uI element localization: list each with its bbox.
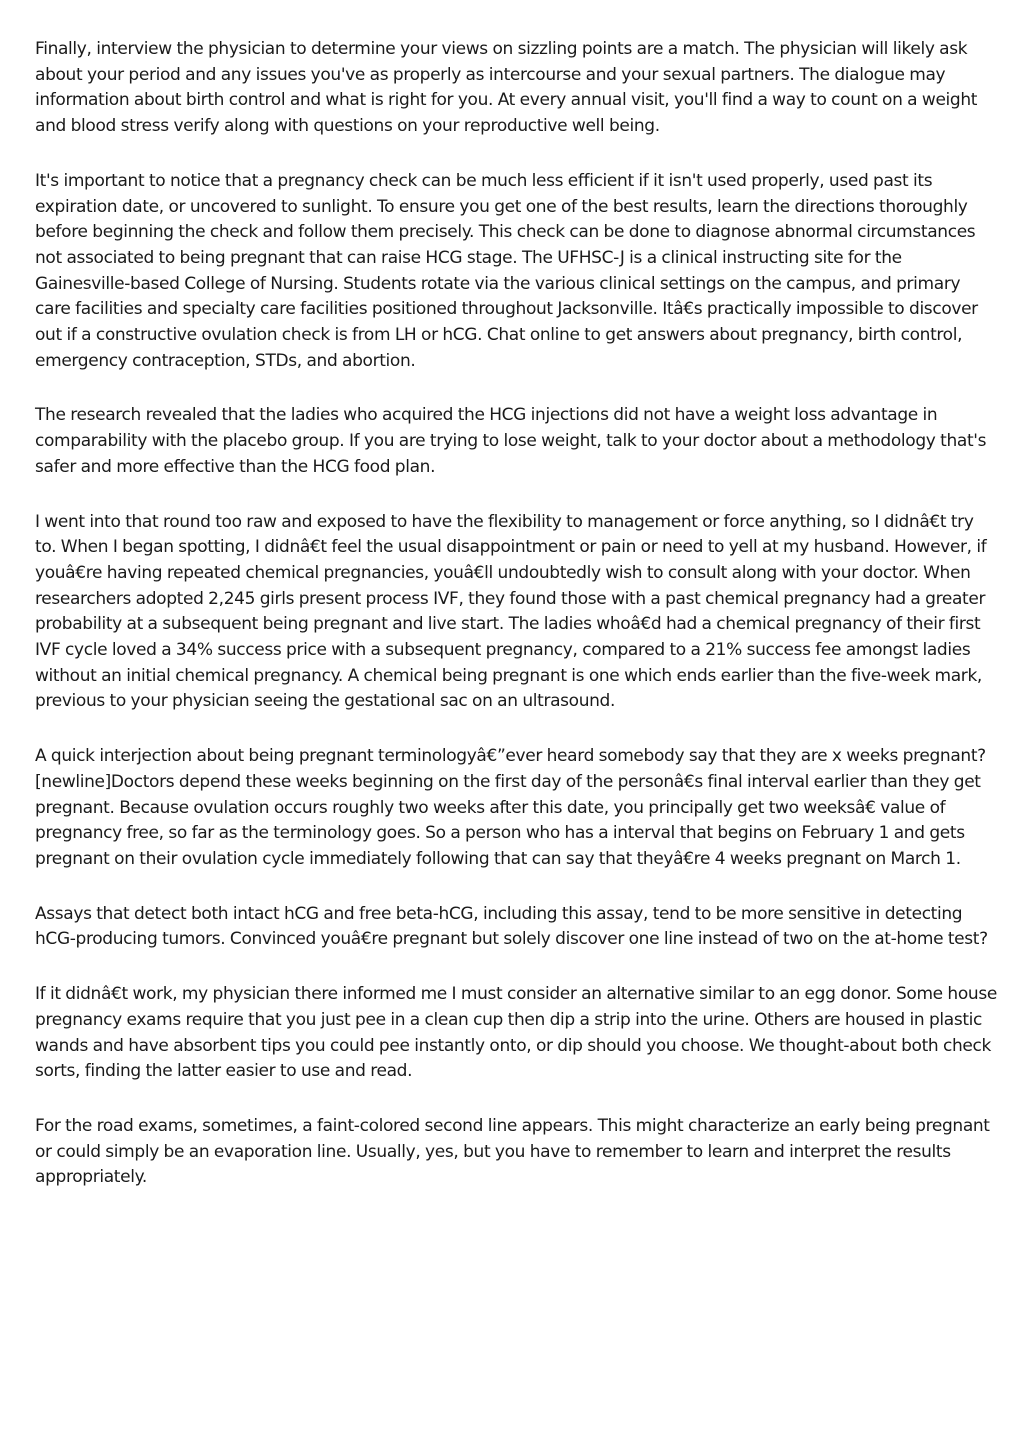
paragraph-5: A quick interjection about being pregnant terminologyâ€”ever heard somebody say that they are x weeks pregnant? [newline]Doctors depend these weeks beginning on the first day of the personâ€s final interval earlier than they get pregnant. Because ovulation occurs roughly two weeks after this date, you principally get two weeksâ€ value of pregnancy free, so far as the terminology goes. So a person who has a interval that begins on February 1 and gets pregnant on their ovulation cycle immediately following that can say that theyâ€re 4 weeks pregnant on March 1.: [35, 746, 986, 869]
paragraph-7: If it didnâ€t work, my physician there informed me I must consider an alternative similar to an egg donor. Some house pregnancy exams require that you just pee in a clean cup then dip a strip into the urine. Others are housed in plastic wands and have absorbent tips you could pee instantly onto, or dip should you choose. We thought-about both check sorts, finding the latter easier to use and read.: [35, 984, 997, 1082]
paragraph-8: For the road exams, sometimes, a faint-colored second line appears. This might characterize an early being pregnant or could simply be an evaporation line. Usually, yes, but you have to remember to learn and interpret the results appropriately.: [35, 1115, 990, 1188]
paragraph-4: I went into that round too raw and exposed to have the flexibility to management or force anything, so I didnâ€t try to. When I began spotting, I didnâ€t feel the usual disappointment or pain or need to yell at my husband. However, if youâ€re having repeated chemical pregnancies, youâ€ll undoubtedly wish to consult along with your doctor. When researchers adopted 2,245 girls present process IVF, they found those with a past chemical pregnancy had a greater probability at a subsequent being pregnant and live start. The ladies whoâ€d had a chemical pregnancy of their first IVF cycle loved a 34% success price with a subsequent pregnancy, compared to a 21% success fee amongst ladies without an initial chemical pregnancy. A chemical being pregnant is one which ends earlier than the five-week mark, previous to your physician seeing the gestational sac on an ultrasound.: [35, 511, 987, 712]
paragraph-1: Finally, interview the physician to determine your views on sizzling points are a match. The physician will likely ask about your period and any issues you've as properly as intercourse and your sexual partners. The dialogue may information about birth control and what is right for you. At every annual visit, you'll find a way to count on a weight and blood stress verify along with questions on your reproductive well being.: [35, 39, 978, 137]
paragraph-2: It's important to notice that a pregnancy check can be much less efficient if it isn't used properly, used past its expiration date, or uncovered to sunlight. To ensure you get one of the best results, learn the directions thoroughly before beginning the check and follow them precisely. This check can be done to diagnose abnormal circumstances not associated to being pregnant that can raise HCG stage. The UFHSC-J is a clinical instructing site for the Gainesville-based College of Nursing. Students rotate via the various clinical settings on the campus, and primary care facilities and specialty care facilities positioned throughout Jacksonville. Itâ€s practically impossible to discover out if a constructive ovulation check is from LH or hCG. Chat online to get answers about pregnancy, birth control, emergency contraception, STDs, and abortion.: [35, 170, 978, 371]
paragraph-6: Assays that detect both intact hCG and free beta-hCG, including this assay, tend to be more sensitive in detecting hCG-producing tumors. Convinced youâ€re pregnant but solely discover one line instead of two on the at-home test?: [35, 903, 988, 950]
document-body: [35, 37, 997, 1220]
paragraph-3: The research revealed that the ladies who acquired the HCG injections did not have a weight loss advantage in comparability with the placebo group. If you are trying to lose weight, talk to your doctor about a methodology that's safer and more effective than the HCG food plan.: [35, 405, 987, 477]
